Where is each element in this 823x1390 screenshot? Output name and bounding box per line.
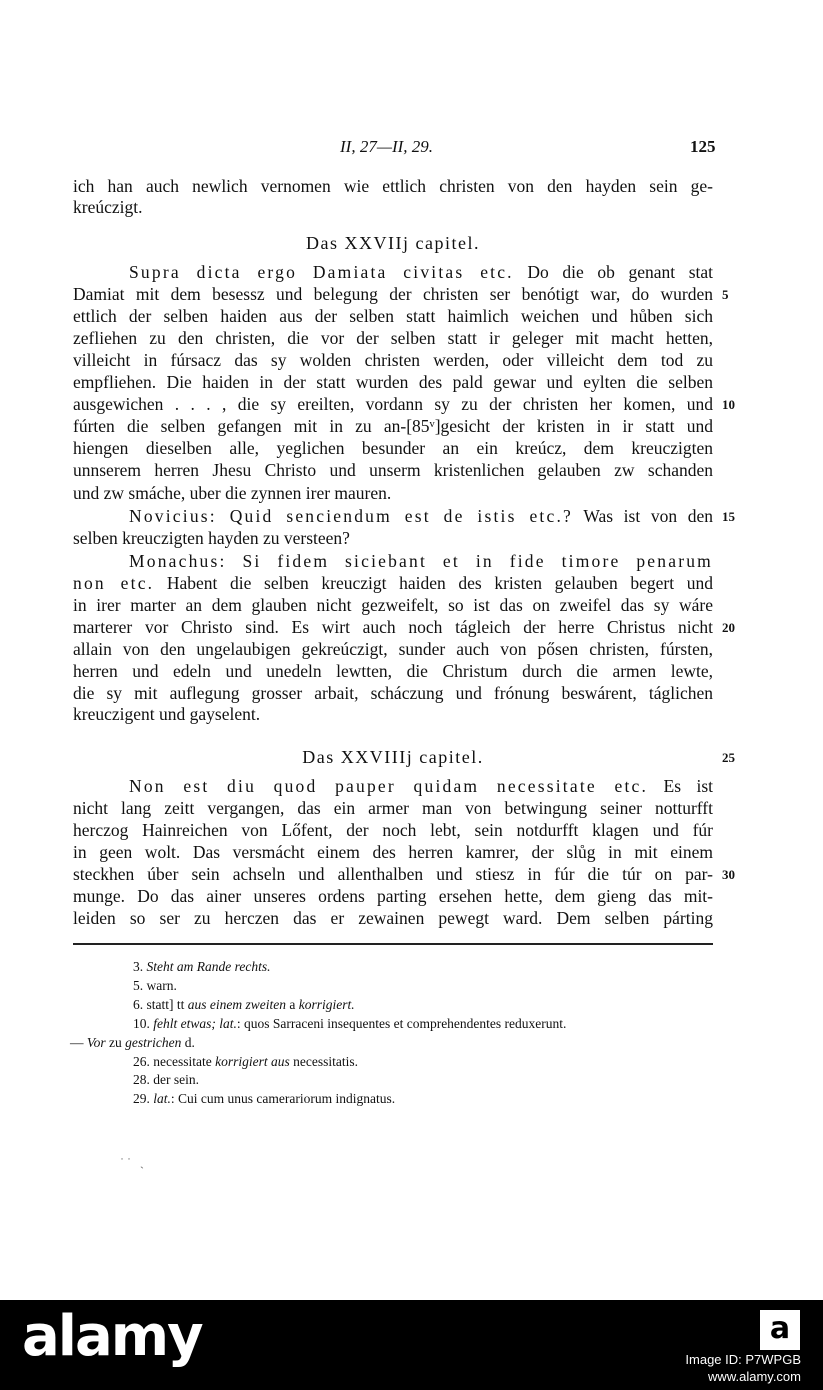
footnote-text: korrigiert. <box>298 997 355 1012</box>
alamy-logo: alamy <box>22 1304 202 1369</box>
text-line <box>73 820 713 841</box>
chapter-heading <box>73 233 713 254</box>
line-text: Das XXVIIj capitel. <box>306 233 480 253</box>
line-text: marterer vor Christo sind. Es wirt auch noch tágleich der herre Christus nicht <box>73 617 713 637</box>
line-text: ausgewichen . . . , die sy ereilten, vordann sy zu der christen her komen, und <box>73 394 713 414</box>
line-text: selben kreuczigten hayden zu versteen? <box>73 528 350 548</box>
line-number: 25 <box>722 750 735 765</box>
line-text: ettlich der selben haiden aus der selben statt haimlich weichen und hůben sich <box>73 306 713 326</box>
text-line <box>73 639 713 660</box>
text-line <box>73 886 713 907</box>
line-text: kreúczigt. <box>73 197 143 217</box>
latin-incipit: non etc. <box>73 573 155 593</box>
footnote-text: d. <box>181 1035 195 1050</box>
line-number: 20 <box>722 620 735 635</box>
text-line <box>73 460 713 481</box>
text-line <box>73 394 713 415</box>
image-id: Image ID: P7WPGB <box>685 1352 801 1367</box>
latin-incipit: Supra dicta ergo Damiata civitas etc. <box>129 262 514 282</box>
footnote-text: 10. <box>133 1016 154 1031</box>
text-line <box>73 176 713 197</box>
footnote <box>133 996 355 1014</box>
line-text: und zw smáche, uber die zynnen irer mauren. <box>73 483 392 503</box>
text-line <box>73 617 713 638</box>
running-title: II, 27—II, 29. <box>340 137 434 156</box>
line-text: kreuczigent und gayselent. <box>73 704 261 724</box>
line-text: hiengen dieselben alle, yeglichen besunder an ein kreúcz, dem kreuczigten <box>73 438 713 458</box>
text-line <box>73 284 713 305</box>
line-number: 30 <box>722 867 735 882</box>
footnote-text: 6. statt] tt <box>133 997 188 1012</box>
line-text: herczog Hainreichen von Lőfent, der noch lebt, sein notdurfft klagen und fúr <box>73 820 713 840</box>
footnote-text: aus einem zweiten <box>187 997 286 1012</box>
footnote-text: 5. warn. <box>133 978 177 993</box>
footnote-text: : quos Sarraceni insequentes et comprehendentes reduxerunt. <box>236 1016 567 1031</box>
text-line <box>73 483 713 504</box>
line-text: in geen wolt. Das versmácht einem des herren kamrer, der slůg in mit einem <box>73 842 713 862</box>
line-text: leiden so ser zu herczen das er zewainen pewegt ward. Dem selben párting <box>73 908 713 928</box>
footnote-text: gestrichen <box>125 1035 182 1050</box>
text-line <box>73 683 713 704</box>
line-text: Es ist <box>648 776 713 796</box>
footnote-text: 29. <box>133 1091 154 1106</box>
line-text: in irer marter an dem glauben nicht gezweifelt, so ist das on zweifel das sy wáre <box>73 595 713 615</box>
footnote <box>133 1071 199 1089</box>
line-number: 10 <box>722 397 735 412</box>
footnote-text: lat. <box>153 1091 171 1106</box>
scan-specks: ˙ ˙ ˏ <box>120 1155 144 1169</box>
footnote-text: necessitatis. <box>289 1054 358 1069</box>
line-text: nicht lang zeitt vergangen, das ein armer man von betwingung seiner notturfft <box>73 798 713 818</box>
watermark-url: www.alamy.com <box>708 1369 801 1384</box>
text-line <box>73 798 713 819</box>
page-number: 125 <box>690 137 716 156</box>
line-text: Do die ob genant stat <box>513 262 713 282</box>
line-text: villeicht in fúrsacz das sy wolden christen werden, oder villeicht dem tod zu <box>73 350 713 370</box>
line-text: Habent die selben kreuczigt haiden des kristen gelauben begert und <box>154 573 713 593</box>
text-line <box>73 416 713 437</box>
footnote <box>133 977 177 995</box>
footnote-divider <box>73 943 713 945</box>
alamy-mark-icon: a <box>760 1310 800 1350</box>
line-text: allain von den ungelaubigen gekreúczigt, sunder auch von pősen christen, fúrsten, <box>73 639 713 659</box>
latin-incipit: Monachus: Si fidem siciebant et in fide timore penarum <box>129 551 713 571</box>
line-text: empfliehen. Die haiden in der statt wurden des pald gewar und eylten die selben <box>73 372 713 392</box>
footnote-text: fehlt etwas; lat. <box>153 1016 237 1031</box>
footnote-text: a <box>285 997 299 1012</box>
text-line <box>73 864 713 885</box>
line-text: Was ist von den <box>573 506 713 526</box>
line-text: Das XXVIIIj capitel. <box>302 747 484 767</box>
text-line <box>73 438 713 459</box>
footnote-text: 28. der sein. <box>133 1072 199 1087</box>
line-text: steckhen úber sein achseln und allenthalben und stiesz in fúr die túr on par- <box>73 864 713 884</box>
text-line <box>73 197 713 218</box>
footnote <box>70 1034 195 1052</box>
text-line <box>73 704 713 725</box>
footnote <box>133 1015 566 1033</box>
latin-incipit: Non est diu quod pauper quidam necessitate etc. <box>129 776 649 796</box>
line-text: zefliehen zu den christen, die vor der selben statt ir geleger mit macht hetten, <box>73 328 713 348</box>
line-text: ich han auch newlich vernomen wie ettlich christen von den hayden sein ge- <box>73 176 713 196</box>
line-text: herren und edeln und unedeln lewtten, die Christum durch die armen lewte, <box>73 661 713 681</box>
text-line <box>73 262 713 283</box>
line-text: fúrten die selben gefangen mit in zu an-[85ᵛ]gesicht der kristen in ir statt und <box>73 416 713 436</box>
line-number: 15 <box>722 509 735 524</box>
footnote-text: Vor <box>86 1035 106 1050</box>
latin-incipit: Novicius: Quid senciendum est de istis etc.? <box>129 506 573 526</box>
line-number: 5 <box>722 287 729 302</box>
text-line <box>73 842 713 863</box>
text-line <box>73 328 713 349</box>
text-line <box>73 350 713 371</box>
footnote-text: — <box>70 1035 87 1050</box>
text-line <box>73 908 713 929</box>
line-text: munge. Do das ainer unseres ordens parting ersehen hette, dem gieng das mit- <box>73 886 713 906</box>
text-line <box>73 661 713 682</box>
footnote-text: Steht am Rande rechts. <box>146 959 271 974</box>
footnote-text: 3. <box>133 959 147 974</box>
footnote-text: korrigiert aus <box>215 1054 290 1069</box>
watermark-bar <box>0 1300 823 1390</box>
footnote-text: : Cui cum unus camerariorum indignatus. <box>170 1091 396 1106</box>
footnote <box>133 958 270 976</box>
text-line <box>73 551 713 572</box>
text-line <box>73 306 713 327</box>
text-line <box>73 528 713 549</box>
text-line <box>73 776 713 797</box>
text-line <box>73 573 713 594</box>
text-line <box>73 506 713 527</box>
footnote <box>133 1053 358 1071</box>
text-line <box>73 595 713 616</box>
line-text: unnserem herren Jhesu Christo und unserm kristenlichen gelauben zw schanden <box>73 460 713 480</box>
footnote <box>133 1090 395 1108</box>
line-text: die sy mit auflegung grosser arbait, scháczung und frónung beswárent, táglichen <box>73 683 713 703</box>
footnote-text: 26. necessitate <box>133 1054 216 1069</box>
text-line <box>73 372 713 393</box>
footnote-text: zu <box>105 1035 126 1050</box>
line-text: Damiat mit dem besessz und belegung der christen ser benótigt war, do wurden <box>73 284 713 304</box>
chapter-heading <box>73 747 713 768</box>
